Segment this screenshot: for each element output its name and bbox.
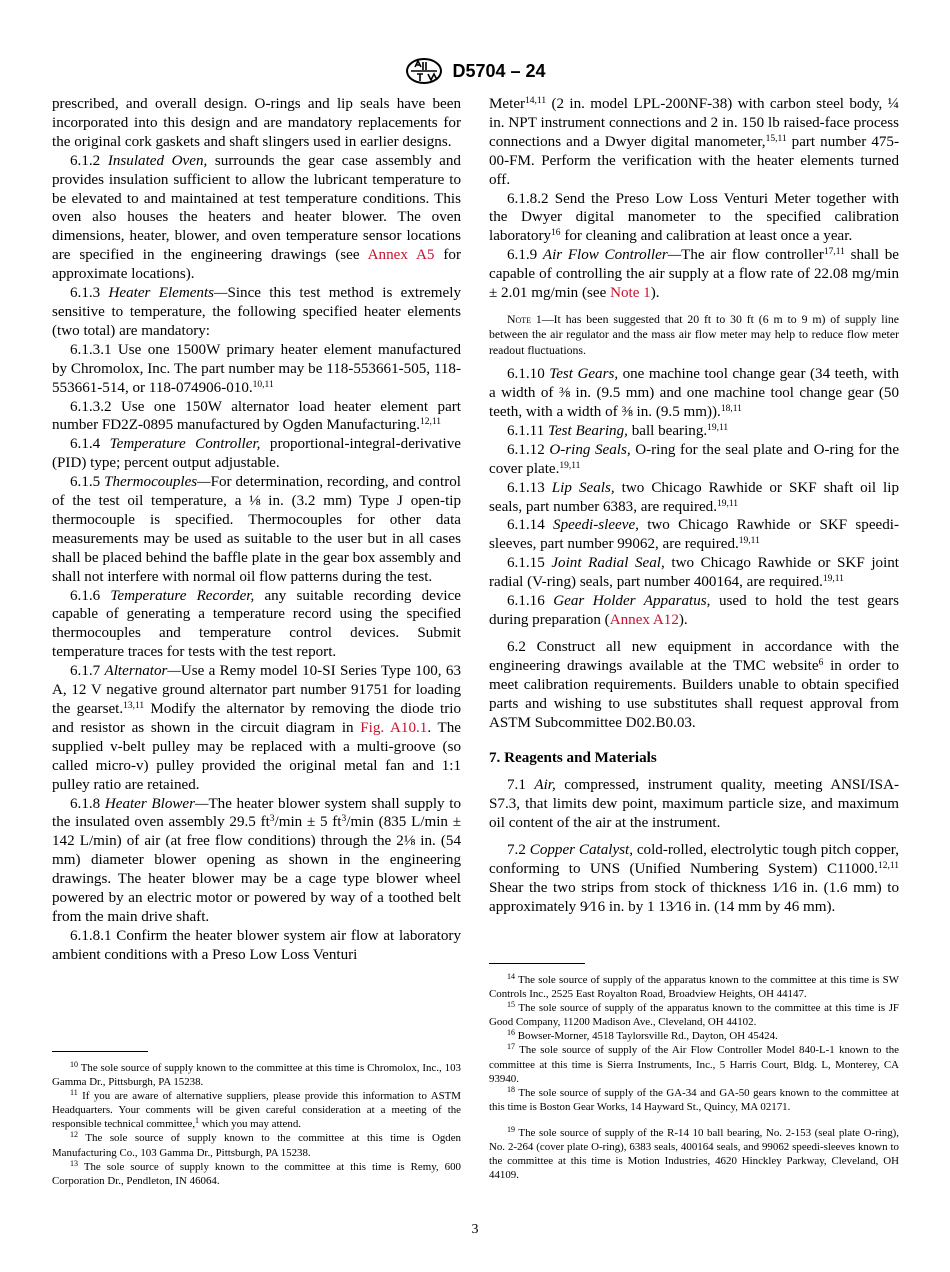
section-6-1-15: 6.1.15 Joint Radial Seal, two Chicago Rawhide or SKF joint radial (V-ring) seals, part number 400164, are required.$^{19,11}$ bbox=[489, 555, 899, 591]
section-6-1-3-1: 6.1.3.1 Use one 1500W primary heater element manufactured by Chromolox, Inc. The part number may be 118-553661-505, 118-553661-514, or 118-074906-010.$^{10,11}$ bbox=[52, 341, 461, 396]
section-6-1-10: 6.1.10 Test Gears, one machine tool change gear (34 teeth, with a width of ⅜ in. (9.5 mm) and one machine tool change gear (50 teeth, with a width of ⅜ in. (9.5 mm)).$^{18,11}$ bbox=[489, 366, 899, 420]
footnote-ref[interactable]: 16 bbox=[551, 228, 561, 239]
section-6-1-2: 6.1.2 Insulated Oven, surrounds the gear case assembly and provides insulation sufficient to allow the lubricant temperature to be elevated to and maintained at test temperature conditions. This oven also houses the heaters and heater blower. The oven dimensions, heater, blower, and oven temperature sensor locations are specified in the engineering drawings (see Annex A5 for approximate locations). bbox=[52, 152, 461, 283]
section-6-1-8: 6.1.8 Heater Blower—The heater blower system shall supply to the insulated oven assembly 29.5 $ft^3/\min \pm 5$ $ft^3/\min$ (835 L/min ± 142 L/min) of air (at free flow conditions) through the 2⅛ in. (54 mm) diameter blower opening as shown in the engineering drawings. The heater blower may be a cage type blower wheel powered by an electric motor or powered by way of a toothed belt from the main drive shaft. bbox=[52, 795, 461, 925]
section-6-2: 6.2 Construct all new equipment in accordance with the engineering drawings available at the TMC website$^6$ in order to meet calibration requirements. Builders unable to obtain specified parts and wishing to use substitutes shall request approval from ASTM Subcommittee D02.B0.03. bbox=[489, 638, 899, 731]
footnote-13: $^{13}$ The sole source of supply known to the committee at this time is Remy, 600 Corporation Dr., Pendleton, IN 46064. bbox=[52, 1158, 461, 1187]
footnote-14: $^{14}$ The sole source of supply of the apparatus known to the committee at this time is SW Controls Inc., 2525 East Royalton Road, Broadview Heights, OH 44147. bbox=[489, 972, 899, 1001]
section-6-1-12: 6.1.12 O-ring Seals, O-ring for the seal plate and O-ring for the cover plate.$^{19,11}$ bbox=[489, 441, 900, 477]
footnote-16: $^{16}$ Bowser-Morner, 4518 Taylorsville Rd., Dayton, OH 45424. bbox=[507, 1028, 778, 1043]
section-6-1-4: 6.1.4 Temperature Controller, proportional-integral-derivative (PID) type; percent output adjustable. bbox=[52, 436, 462, 472]
footnote-ref[interactable]: 19,11 bbox=[559, 460, 581, 471]
footnote-divider bbox=[52, 1051, 148, 1052]
annex-a5-link[interactable]: Annex A5 bbox=[367, 247, 435, 264]
document-designation: D5704 – 24 bbox=[452, 60, 546, 81]
section-6-1-9: 6.1.9 Air Flow Controller—The air flow controller$^{17,11}$ shall be capable of controlling the air supply at a flow rate of 22.08 mg/min ± 2.01 mg/min (see Note 1). bbox=[489, 247, 900, 302]
footnote-ref[interactable]: 18,11 bbox=[720, 404, 742, 414]
footnote-11: $^{11}$ If you are aware of alternative suppliers, please provide this information to ASTM Headquarters. Your comments will be given careful consideration at a meeting of the responsible technical committee,$^1$ which you may attend. bbox=[52, 1088, 461, 1131]
footnote-15: $^{15}$ The sole source of supply of the apparatus known to the committee at this time is JF Good Company, 11200 Madison Ave., Cleveland, OH 44102. bbox=[489, 1000, 899, 1029]
section-7-2: 7.2 Copper Catalyst, cold-rolled, electrolytic tough pitch copper, conforming to UNS (Unified Numbering System) C11000.$^{12,11}$ Shear the two strips from stock of thickness 1⁄16 in. (1.6 mm) to approximately 9⁄16 in. by 1 13⁄16 in. (14 mm by 46 mm). bbox=[489, 842, 899, 915]
page-header bbox=[0, 54, 950, 88]
footnote-ref[interactable]: 15,11 bbox=[765, 133, 787, 144]
section-6-1-8-2: 6.1.8.2 Send the Preso Low Loss Venturi Meter together with the Dwyer digital manometer to the specified calibration laboratory$^{16}$ for cleaning and calibration at least once a year. bbox=[489, 190, 899, 245]
footnote-19: $^{19}$ The sole source of supply of the R-14 10 ball bearing, No. 2-153 (seal plate O-ring), No. 2-264 (cover plate O-ring), 6383 seals, 400164 seals, and 99062 speedi-sleeves known to the committee at this time is Motion Industries, 4620 Hinckley Parkway, Cleveland, OH 44109. bbox=[489, 1124, 899, 1182]
footnote-ref[interactable]: 19,11 bbox=[717, 498, 739, 509]
footnote-ref[interactable]: 14,11 bbox=[525, 96, 547, 106]
section-6-1-7: 6.1.7 Alternator—Use a Remy model 10-SI Series Type 100, 63 A, 12 V negative ground alternator part number 91751 for loading the gearset.$^{13,11}$ Modify the alternator by removing the diode trio and resistor as shown in the circuit diagram in Fig. A10.1. The supplied v-belt pulley may be replaced with a multi-groove (so called micro-v) pulley provided the original metal fan and 1:1 pulley ratio are retained. bbox=[52, 663, 462, 793]
section-7-1: 7.1 Air, compressed, instrument quality, meeting ANSI/ISA-S7.3, that limits dew point, maximum particle size, and maximum oil content of the air at the instrument. bbox=[489, 777, 899, 832]
footnote-ref[interactable]: 12,11 bbox=[877, 860, 899, 871]
footnote-ref[interactable]: 19,11 bbox=[738, 536, 760, 547]
section-6-1-3: 6.1.3 Heater Elements—Since this test method is extremely sensitive to temperature, the following specified heater elements (two total) are mandatory: bbox=[52, 285, 461, 339]
footnote-ref[interactable]: 13,11 bbox=[123, 701, 145, 711]
footnote-10: $^{10}$ The sole source of supply known to the committee at this time is Chromolox, Inc., 103 Gamma Dr., Pittsburgh, PA 15238. bbox=[52, 1060, 461, 1089]
footnote-ref[interactable]: 19,11 bbox=[707, 422, 729, 433]
footnotes-right bbox=[489, 973, 899, 1182]
note-1-link[interactable]: Note 1 bbox=[610, 285, 651, 302]
footnote-ref[interactable]: 17,11 bbox=[823, 247, 845, 258]
section-6-1-14: 6.1.14 Speedi-sleeve, two Chicago Rawhide or SKF speedi-sleeves, part number 99062, are required.$^{19,11}$ bbox=[489, 517, 900, 553]
section-heading: 7. Reagents and Materials bbox=[489, 750, 657, 767]
section-6-1-16: 6.1.16 Gear Holder Apparatus, used to hold the test gears during preparation (Annex A12). bbox=[489, 593, 899, 628]
footnote-ref[interactable]: 10,11 bbox=[252, 379, 274, 390]
fig-a10-1-link[interactable]: Fig. A10.1 bbox=[360, 719, 428, 736]
section-6-1-3-2: 6.1.3.2 Use one 150W alternator load heater element part number FD2Z-0895 manufactured by Ogden Manufacturing.$^{12,11}$ bbox=[52, 398, 461, 434]
section-6-1-8-1-continued: Meter$^{14,11}$ (2 in. model LPL-200NF-38) with carbon steel body, ¼ in. NPT instrument connections and 2 in. 150 lb raised-face process connections and a Dwyer digital manometer,$^{15,11}$ part number 475-00-FM. Perform the verification with the heater elements turned off. bbox=[489, 96, 900, 188]
section-6-1-6: 6.1.6 Temperature Recorder, any suitable recording device capable of generating a temperature record using the specified thermocouples and temperature control devices. Submit temperature traces for tests with the test report. bbox=[52, 587, 461, 661]
note-1: Note 1—It has been suggested that 20 ft to 30 ft (6 m to 9 m) of supply line between the air regulator and the mass air flow meter may help to reduce flow meter readout fluctuations. bbox=[489, 311, 899, 357]
annex-a12-link[interactable]: Annex A12 bbox=[609, 611, 679, 628]
section-6-1-8-1: 6.1.8.1 Confirm the heater blower system air flow at laboratory ambient conditions with a Preso Low Loss Venturi bbox=[52, 927, 461, 963]
footnote-divider bbox=[489, 963, 585, 964]
section-6-1-11: 6.1.11 Test Bearing, ball bearing.$^{19,11}$ bbox=[507, 422, 729, 439]
astm-logo-icon bbox=[404, 57, 444, 85]
footnotes-left bbox=[52, 1061, 461, 1188]
section-6-1-5: 6.1.5 Thermocouples—For determination, recording, and control of the test oil temperature, a ⅛ in. (3.2 mm) Type J open-tip thermocouple is specified. Thermocouples for other data measurements may be used as suitable to the user but in all cases shall be placed behind the baffle plate in the gear box assembly and shall not interfere with normal oil flow patterns during the test. bbox=[52, 474, 461, 585]
paragraph: prescribed, and overall design. O-rings and lip seals have been incorporated into this design and are mandatory replacements for the original cork gaskets and shaft slingers used in earlier designs. bbox=[52, 96, 461, 150]
section-6-1-13: 6.1.13 Lip Seals, two Chicago Rawhide or SKF shaft oil lip seals, part number 6383, are required.$^{19,11}$ bbox=[489, 479, 899, 515]
right-column bbox=[489, 95, 899, 917]
footnote-ref[interactable]: 6 bbox=[818, 657, 824, 668]
footnote-18: $^{18}$ The sole source of supply of the GA-34 and GA-50 gears known to the committee at this time is Boston Gear Works, 14 Hayward St., Quincy, MA 02171. bbox=[489, 1084, 899, 1113]
page-number: 3 bbox=[471, 1222, 479, 1237]
footnote-12: $^{12}$ The sole source of supply known to the committee at this time is Ogden Manufacturing Co., 103 Gamma Dr., Pittsburgh, PA 15238. bbox=[52, 1130, 461, 1159]
footnote-ref[interactable]: 19,11 bbox=[822, 574, 844, 585]
footnote-17: $^{17}$ The sole source of supply of the Air Flow Controller Model 840-L-1 known to the committee at this time is Sierra Instruments, Inc., 5 Harris Court, Bldg. L, Monterey, CA 93940. bbox=[489, 1042, 900, 1085]
left-column bbox=[52, 95, 461, 965]
footnote-ref[interactable]: 12,11 bbox=[420, 417, 442, 428]
